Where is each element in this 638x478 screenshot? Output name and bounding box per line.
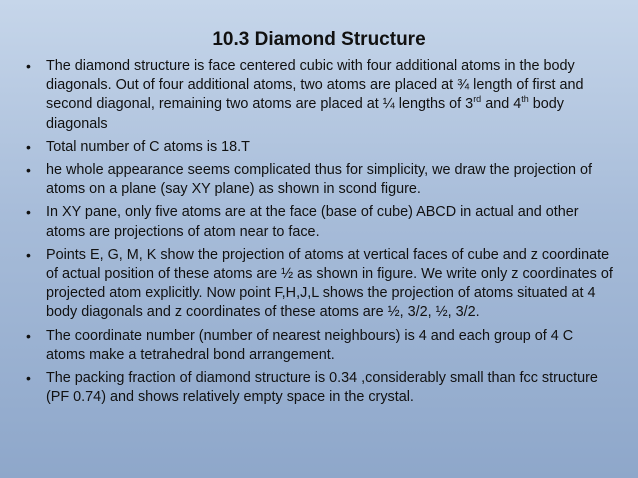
bullet-text: In XY pane, only five atoms are at the face (base of cube) ABCD in actual and other atoms are projections of atom near to face. (46, 204, 579, 240)
bullet-icon: • (26, 138, 31, 155)
bullet-icon: • (26, 162, 31, 179)
bullet-text: body diagonals (46, 96, 564, 132)
bullet-icon: • (26, 370, 31, 387)
superscript: rd (473, 94, 482, 105)
bullet-text: and 4 (481, 96, 522, 113)
superscript: th (521, 94, 529, 105)
bullet-text: The packing fraction of diamond structure is 0.34 ,considerably small than fcc structure (PF 0.74) and shows relatively empty space in the crystal. (46, 370, 598, 406)
bullet-item-coordination-number (22, 327, 616, 365)
bullet-icon: • (26, 58, 31, 74)
bullet-item-projection (22, 161, 616, 199)
slide-title: 10.3 Diamond Structure (212, 29, 426, 50)
bullet-text: The coordinate number (number of nearest neighbours) is 4 and each group of 4 C atoms make a tetrahedral bond arrangement. (46, 327, 574, 363)
bullet-text: Total number of C atoms is 18.T (46, 138, 250, 155)
bullet-icon: • (26, 204, 31, 221)
bullet-icon: • (26, 246, 31, 263)
bullet-text: he whole appearance seems complicated thus for simplicity, we draw the projection of atoms on a plane (say XY plane) as shown in scond figure. (46, 162, 593, 198)
bullet-item-total-atoms (22, 138, 616, 157)
bullet-icon: • (26, 327, 31, 344)
bullet-item-projected-points (22, 246, 616, 323)
bullet-item-xy-plane (22, 203, 616, 241)
bullet-text: The diamond structure is face centered cubic with four additional atoms in the body diagonals. Out of four additional atoms, two atoms are placed at ¾ length of first and second diagonal, remaining two atoms are placed at ¼ lengths of 3 (46, 58, 584, 113)
bullet-item-atom-positions (22, 57, 616, 134)
bullet-item-packing-fraction (22, 369, 616, 407)
bullet-text: Points E, G, M, K show the projection of atoms at vertical faces of cube and z coordinate of actual position of these atoms are ½ as shown in figure. We write only z coordinates of projected atom explicitly. Now point F,H,J,L shows the projection of atoms situated at 4 body diagonals and z coordinates of these atoms are ½, 3/2, ½, 3/2. (46, 246, 613, 321)
bullet-list (22, 57, 616, 407)
